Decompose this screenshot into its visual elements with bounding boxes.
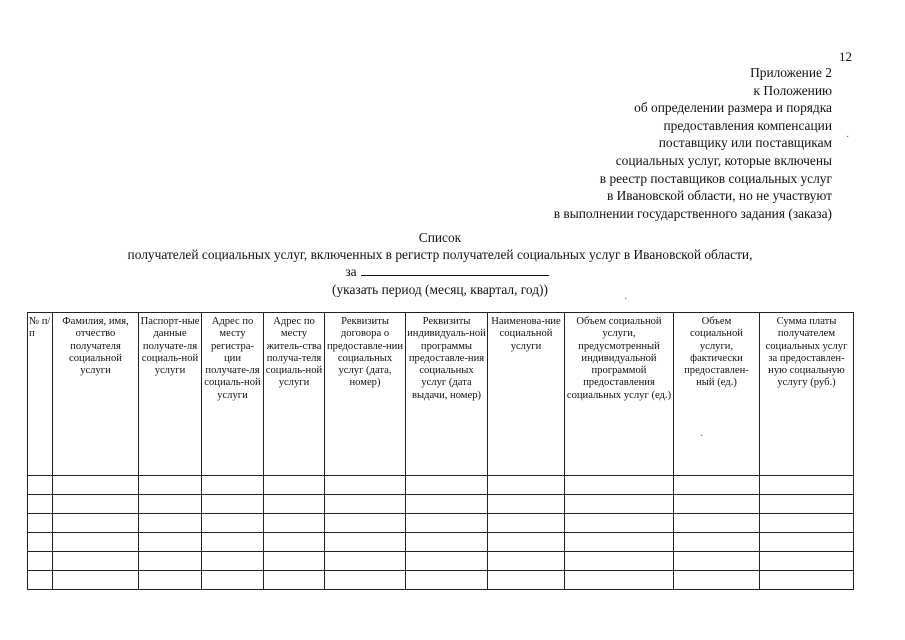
table-cell [406, 476, 488, 495]
column-header: Реквизиты индивидуаль-ной программы предоставле-ния социальных услуг (дата выдачи, номер) [406, 313, 488, 476]
table-cell [264, 533, 325, 552]
table-cell [565, 476, 674, 495]
table-cell [264, 552, 325, 571]
table-cell [565, 533, 674, 552]
table-row [28, 495, 854, 514]
table-cell [760, 571, 854, 590]
period-blank [361, 264, 549, 276]
table-cell [488, 552, 565, 571]
table-cell [760, 476, 854, 495]
table-cell [28, 495, 53, 514]
table-cell [139, 476, 202, 495]
table-cell [674, 495, 760, 514]
table-row [28, 514, 854, 533]
appendix-line: поставщику или поставщикам [658, 135, 832, 151]
table-cell [28, 533, 53, 552]
table-cell [325, 533, 406, 552]
column-header: Объем социальной услуги, предусмотренный индивидуальной программой предоставления социальных услуг (ед.) [565, 313, 674, 476]
table-cell [565, 514, 674, 533]
table-cell [28, 571, 53, 590]
table-cell [264, 571, 325, 590]
table-cell [325, 476, 406, 495]
table-cell [406, 552, 488, 571]
table-cell [565, 495, 674, 514]
table-cell [202, 571, 264, 590]
table-row [28, 571, 854, 590]
scan-speck: · [700, 431, 704, 442]
page-number: 12 [839, 49, 852, 64]
table-cell [760, 533, 854, 552]
table-cell [406, 514, 488, 533]
appendix-line: в реестр поставщиков социальных услуг [599, 170, 832, 186]
table-cell [674, 514, 760, 533]
table-cell [406, 571, 488, 590]
table-cell [139, 533, 202, 552]
table-cell [674, 533, 760, 552]
table-row [28, 476, 854, 495]
table-cell [760, 495, 854, 514]
table-cell [264, 495, 325, 514]
table-cell [565, 571, 674, 590]
table-cell [488, 533, 565, 552]
recipients-table [27, 312, 854, 590]
title-subtitle: получателей социальных услуг, включенных в регистр получателей социальных услуг в Ивановской области, [127, 247, 753, 263]
period-line [80, 263, 800, 280]
table-cell [53, 476, 139, 495]
table-cell [325, 552, 406, 571]
table-cell [325, 495, 406, 514]
document-title [80, 229, 800, 298]
appendix-line: в выполнении государственного задания (заказа) [553, 205, 832, 221]
appendix-line: Приложение 2 [750, 65, 832, 80]
table-cell [202, 533, 264, 552]
column-header: Фамилия, имя, отчество получателя социальной услуги [53, 313, 139, 476]
appendix-header [554, 64, 832, 222]
table-cell [674, 552, 760, 571]
table-cell [406, 533, 488, 552]
table-cell [202, 476, 264, 495]
column-header: Наименова-ние социальной услуги [488, 313, 565, 476]
column-header: № п/п [28, 313, 53, 476]
table-cell [139, 495, 202, 514]
table-cell [53, 495, 139, 514]
table-cell [406, 495, 488, 514]
table-cell [674, 571, 760, 590]
table-cell [202, 552, 264, 571]
table-cell [202, 514, 264, 533]
table-cell [488, 571, 565, 590]
appendix-line: об определении размера и порядка [634, 100, 832, 116]
table-cell [565, 552, 674, 571]
scan-speck: · [846, 132, 850, 143]
table-cell [139, 514, 202, 533]
table-cell [53, 571, 139, 590]
column-header: Реквизиты договора о предоставле-нии социальных услуг (дата, номер) [325, 313, 406, 476]
table-cell [139, 552, 202, 571]
appendix-line: социальных услуг, которые включены [615, 152, 832, 168]
table-cell [488, 476, 565, 495]
table-cell [28, 476, 53, 495]
table-cell [488, 495, 565, 514]
table-cell [264, 476, 325, 495]
table-cell [325, 571, 406, 590]
table-cell [674, 476, 760, 495]
scan-speck: · [624, 294, 628, 305]
table-cell [28, 552, 53, 571]
table-cell [488, 514, 565, 533]
appendix-line: в Ивановской области, но не участвуют [606, 188, 832, 204]
table-header-row [28, 313, 854, 476]
title-heading: Список [418, 230, 462, 245]
column-header: Паспорт-ные данные получате-ля социаль-ной услуги [139, 313, 202, 476]
table-cell [53, 514, 139, 533]
appendix-line: к Положению [753, 82, 832, 98]
table-row [28, 533, 854, 552]
column-header: Объем социальной услуги, фактически предоставлен-ный (ед.) [674, 313, 760, 476]
column-header: Сумма платы получателем социальных услуг за предоставлен-ную социальную услугу (руб.) [760, 313, 854, 476]
period-hint: (указать период (месяц, квартал, год)) [332, 281, 548, 297]
period-prefix: за [345, 264, 357, 280]
table-cell [760, 514, 854, 533]
table-cell [28, 514, 53, 533]
table-cell [139, 571, 202, 590]
table-cell [53, 552, 139, 571]
column-header: Адрес по месту регистра-ции получате-ля социаль-ной услуги [202, 313, 264, 476]
table-cell [53, 533, 139, 552]
appendix-line: предоставления компенсации [663, 117, 832, 133]
table-row [28, 552, 854, 571]
column-header: Адрес по месту житель-ства получа-теля социаль-ной услуги [264, 313, 325, 476]
table-cell [264, 514, 325, 533]
table-body [28, 476, 854, 590]
table-cell [202, 495, 264, 514]
table-cell [760, 552, 854, 571]
table-cell [325, 514, 406, 533]
